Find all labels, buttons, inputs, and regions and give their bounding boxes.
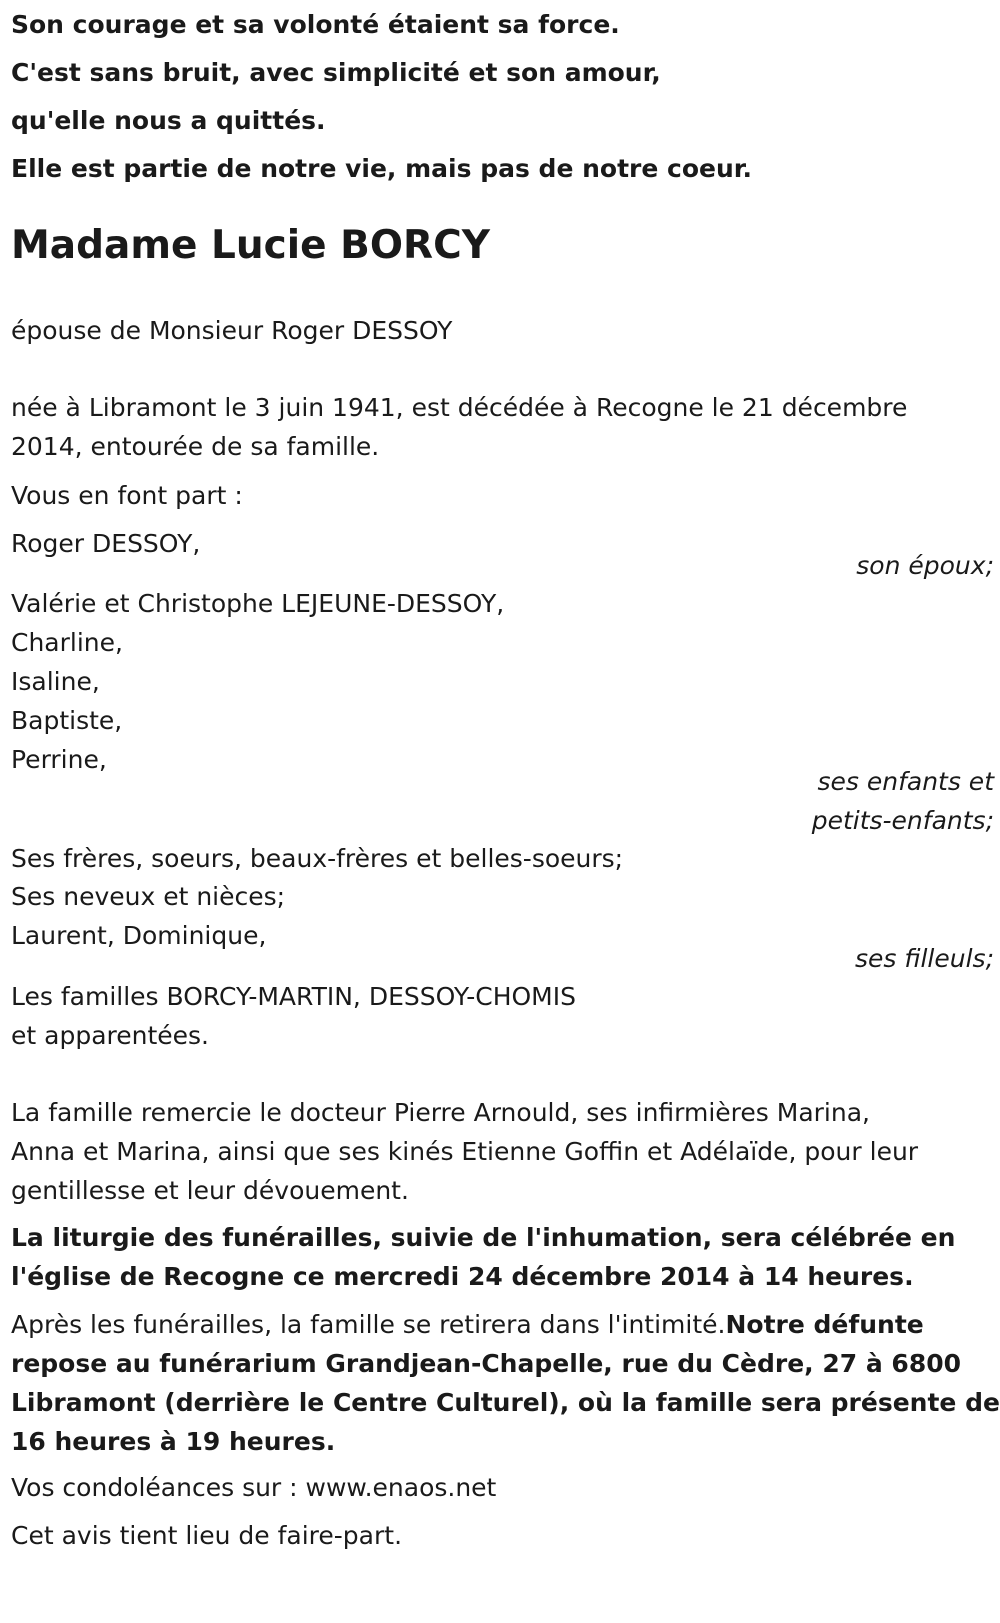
- children-role-1: ses enfants et: [817, 767, 994, 796]
- thanks-line-3: gentillesse et leur dévouement.: [11, 1176, 409, 1205]
- liturgy-line-2: l'église de Recogne ce mercredi 24 décembre 2014 à 14 heures.: [11, 1262, 914, 1291]
- thanks-line-1: La famille remercie le docteur Pierre Arnould, ses infirmières Marina,: [11, 1098, 870, 1127]
- child-line-5: Perrine,: [11, 745, 107, 774]
- husband-role: son époux;: [856, 551, 994, 580]
- children-role-2: petits-enfants;: [811, 806, 994, 835]
- condolences-line: Vos condoléances sur : www.enaos.net: [11, 1473, 497, 1502]
- after-line-2: repose au funérarium Grandjean-Chapelle, rue du Cèdre, 27 à 6800: [11, 1349, 961, 1378]
- after-line-4: 16 heures à 19 heures.: [11, 1427, 336, 1456]
- poem-line-3: qu'elle nous a quittés.: [11, 106, 326, 135]
- siblings-line: Ses frères, soeurs, beaux-frères et belles-soeurs;: [11, 844, 624, 873]
- thanks-line-2: Anna et Marina, ainsi que ses kinés Etienne Goffin et Adélaïde, pour leur: [11, 1137, 919, 1166]
- poem-line-1: Son courage et sa volonté étaient sa force.: [11, 10, 620, 39]
- notice-line: Cet avis tient lieu de faire-part.: [11, 1521, 403, 1550]
- godchildren-role: ses filleuls;: [854, 944, 994, 973]
- after-normal-text: Après les funérailles, la famille se retirera dans l'intimité.: [11, 1310, 726, 1339]
- families-line-2: et apparentées.: [11, 1021, 209, 1050]
- spouse-line: épouse de Monsieur Roger DESSOY: [11, 316, 453, 345]
- after-line-3: Libramont (derrière le Centre Culturel), où la famille sera présente de: [11, 1388, 1000, 1417]
- deceased-name: Madame Lucie BORCY: [11, 223, 490, 268]
- poem-line-2: C'est sans bruit, avec simplicité et son amour,: [11, 58, 661, 87]
- husband-name: Roger DESSOY,: [11, 529, 201, 558]
- after-bold-text: Notre défunte: [725, 1310, 924, 1339]
- godchildren-line: Laurent, Dominique,: [11, 921, 267, 950]
- liturgy-line-1: La liturgie des funérailles, suivie de l'inhumation, sera célébrée en: [11, 1223, 956, 1252]
- poem-line-4: Elle est partie de notre vie, mais pas de notre coeur.: [11, 154, 753, 183]
- after-line-1: [11, 1305, 924, 1345]
- child-line-1: Valérie et Christophe LEJEUNE-DESSOY,: [11, 589, 505, 618]
- child-line-4: Baptiste,: [11, 706, 123, 735]
- birth-line-2: 2014, entourée de sa famille.: [11, 432, 380, 461]
- child-line-3: Isaline,: [11, 667, 100, 696]
- child-line-2: Charline,: [11, 628, 123, 657]
- announce-line: Vous en font part :: [11, 481, 243, 510]
- families-line-1: Les familles BORCY-MARTIN, DESSOY-CHOMIS: [11, 982, 576, 1011]
- nephews-line: Ses neveux et nièces;: [11, 882, 286, 911]
- birth-line-1: née à Libramont le 3 juin 1941, est décédée à Recogne le 21 décembre: [11, 393, 908, 422]
